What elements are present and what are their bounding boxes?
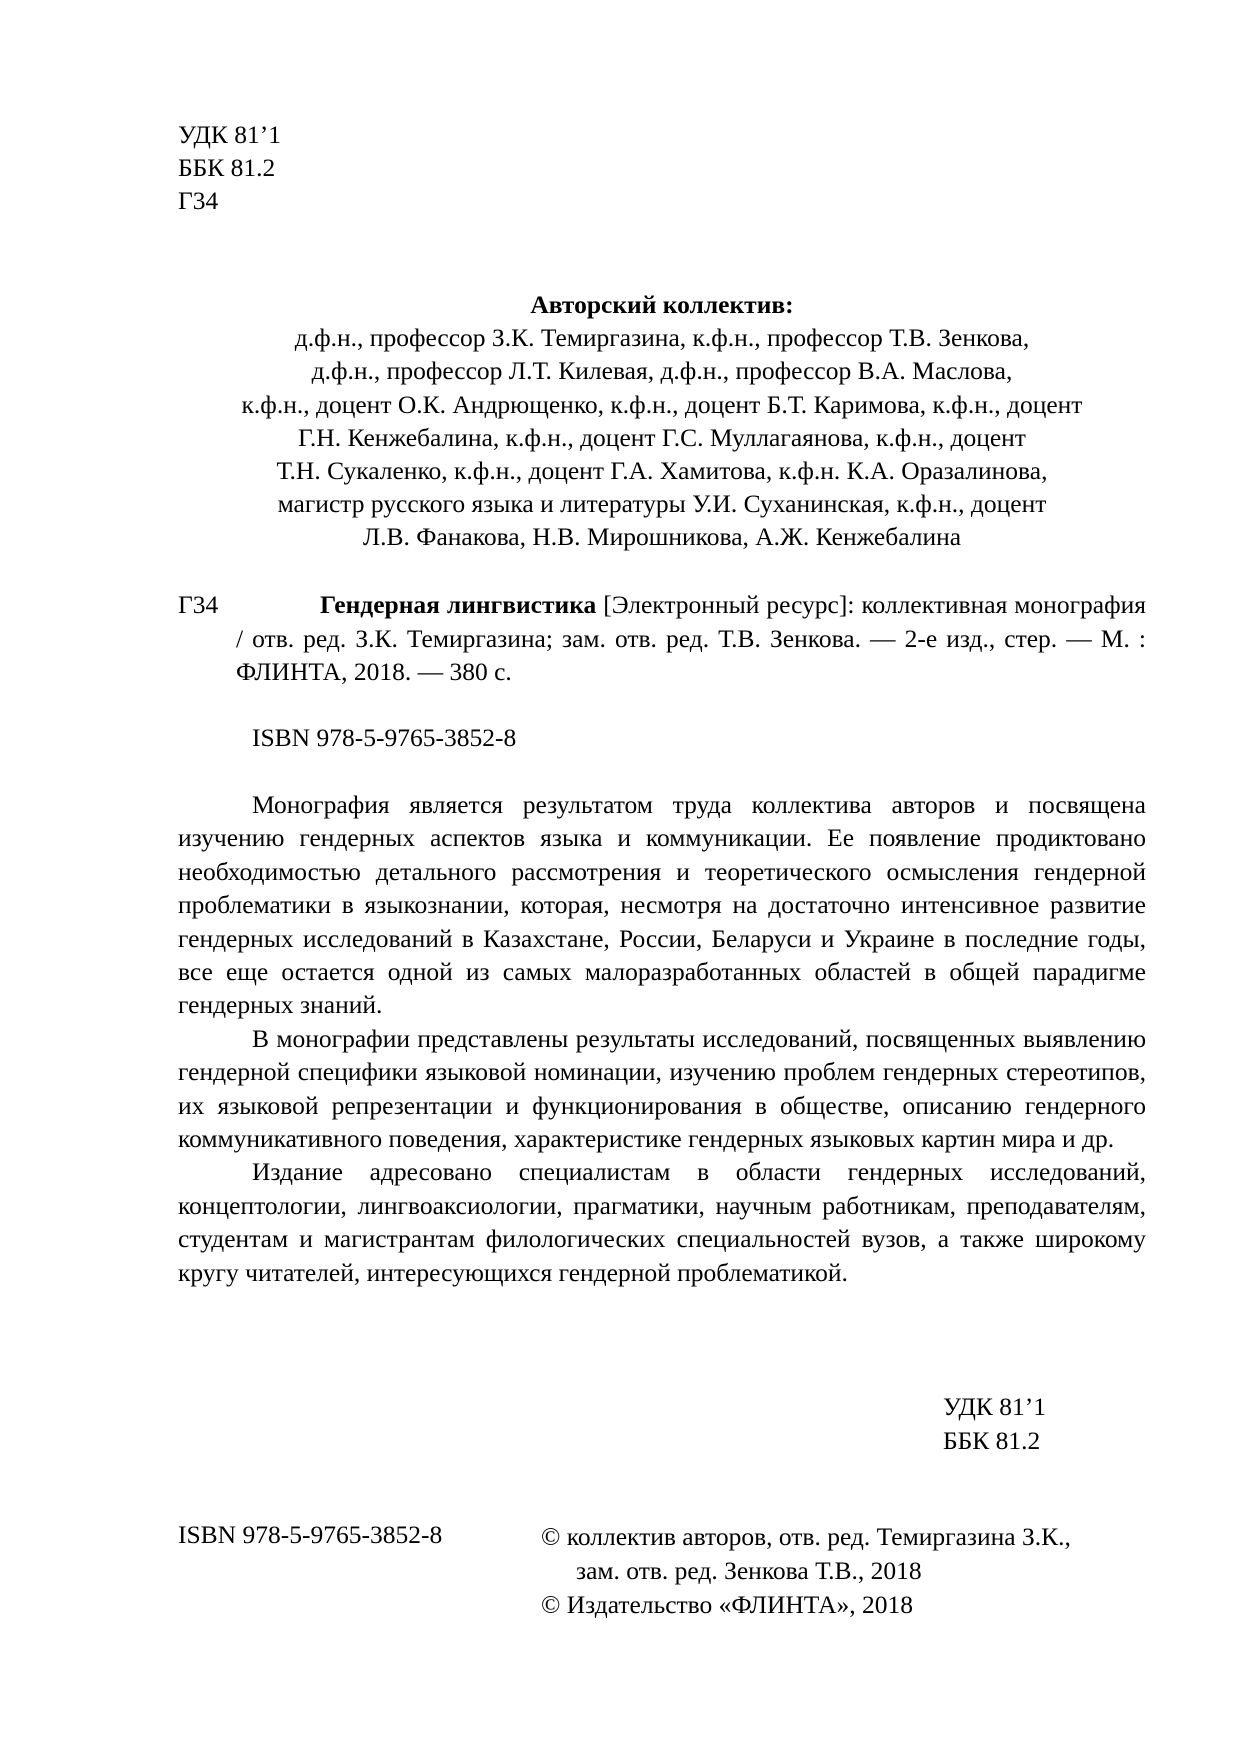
authors-line: д.ф.н., профессор Л.Т. Килевая, д.ф.н., профессор В.А. Маслова,: [311, 356, 1013, 386]
abstract: [178, 788, 1146, 1289]
footer-isbn: ISBN 978-5-9765-3852-8: [178, 1520, 443, 1549]
authors-block: [178, 288, 1146, 554]
entry-isbn: ISBN 978-5-9765-3852-8: [252, 723, 517, 752]
authors-line: Л.В. Фанакова, Н.В. Мирошникова, А.Ж. Кенжебалина: [362, 522, 962, 552]
abstract-paragraph: Издание адресовано специалистам в области гендерных исследований, концептологии, лингвоаксиологии, прагматики, научным работникам, преподавателям, студентам и магистрантам филологических специальностей вузов, а также широкому кругу читателей, интересующихся гендерной проблематикой.: [178, 1157, 1146, 1287]
copyright-line: © Издательство «ФЛИНТА», 2018: [541, 1590, 914, 1619]
authors-line: магистр русского языка и литературы У.И. Суханинская, к.ф.н., доцент: [277, 489, 1047, 519]
udk-code: УДК 81’1: [178, 120, 281, 149]
abstract-paragraph: Монография является результатом труда коллектива авторов и посвящена изучению гендерных аспектов языка и коммуникации. Ее появление продиктовано необходимостью детального рассмотрения и теоретического осмысления гендерной проблематики в языкознании, которая, несмотря на достаточно интенсивное развитие гендерных исследований в Казахстане, России, Беларуси и Украине в последние годы, все еще остается одной из самых малоразработанных областей в общей парадигме гендерных знаний.: [178, 790, 1146, 1020]
classification-codes: [178, 118, 281, 217]
authors-line: Г.Н. Кенжебалина, к.ф.н., доцент Г.С. Муллагаянова, к.ф.н., доцент: [298, 422, 1026, 452]
bbk-code: ББК 81.2: [178, 153, 276, 182]
author-mark: Г34: [178, 186, 219, 215]
closing-bbk: ББК 81.2: [943, 1426, 1041, 1455]
bibliographic-entry: [178, 588, 1146, 689]
closing-codes: [943, 1390, 1046, 1458]
abstract-paragraph: В монографии представлены результаты исследований, посвященных выявлению гендерной специфики языковой номинации, изучению проблем гендерных стереотипов, их языковой репрезентации и функционирования в обществе, описанию гендерного коммуникативного поведения, характеристике гендерных языковых картин мира и др.: [178, 1023, 1146, 1154]
authors-heading: Авторский коллектив:: [530, 290, 794, 319]
copyright-line: © коллектив авторов, отв. ред. Темиргазина З.К.,: [541, 1522, 1071, 1551]
copyright-block: [541, 1520, 1071, 1622]
copyright-line: зам. отв. ред. Зенкова Т.В., 2018: [576, 1556, 922, 1585]
authors-line: д.ф.н., профессор З.К. Темиргазина, к.ф.н., профессор Т.В. Зенкова,: [294, 323, 1030, 353]
closing-udk: УДК 81’1: [943, 1392, 1046, 1421]
entry-description: [236, 588, 1146, 689]
book-title: Гендерная лингвистика: [320, 590, 597, 619]
entry-author-mark: Г34: [178, 590, 219, 619]
authors-line: к.ф.н., доцент О.К. Андрющенко, к.ф.н., доцент Б.Т. Каримова, к.ф.н., доцент: [241, 389, 1083, 419]
authors-line: Т.Н. Сукаленко, к.ф.н., доцент Г.А. Хамитова, к.ф.н. К.А. Оразалинова,: [276, 456, 1048, 486]
entry-details: [Электронный ресурс]: коллективная монография / отв. ред. З.К. Темиргазина; зам. отв. ред. Т.В. Зенкова. — 2-е изд., стер. — М. : ФЛИНТА, 2018. — 380 с.: [236, 590, 1146, 686]
